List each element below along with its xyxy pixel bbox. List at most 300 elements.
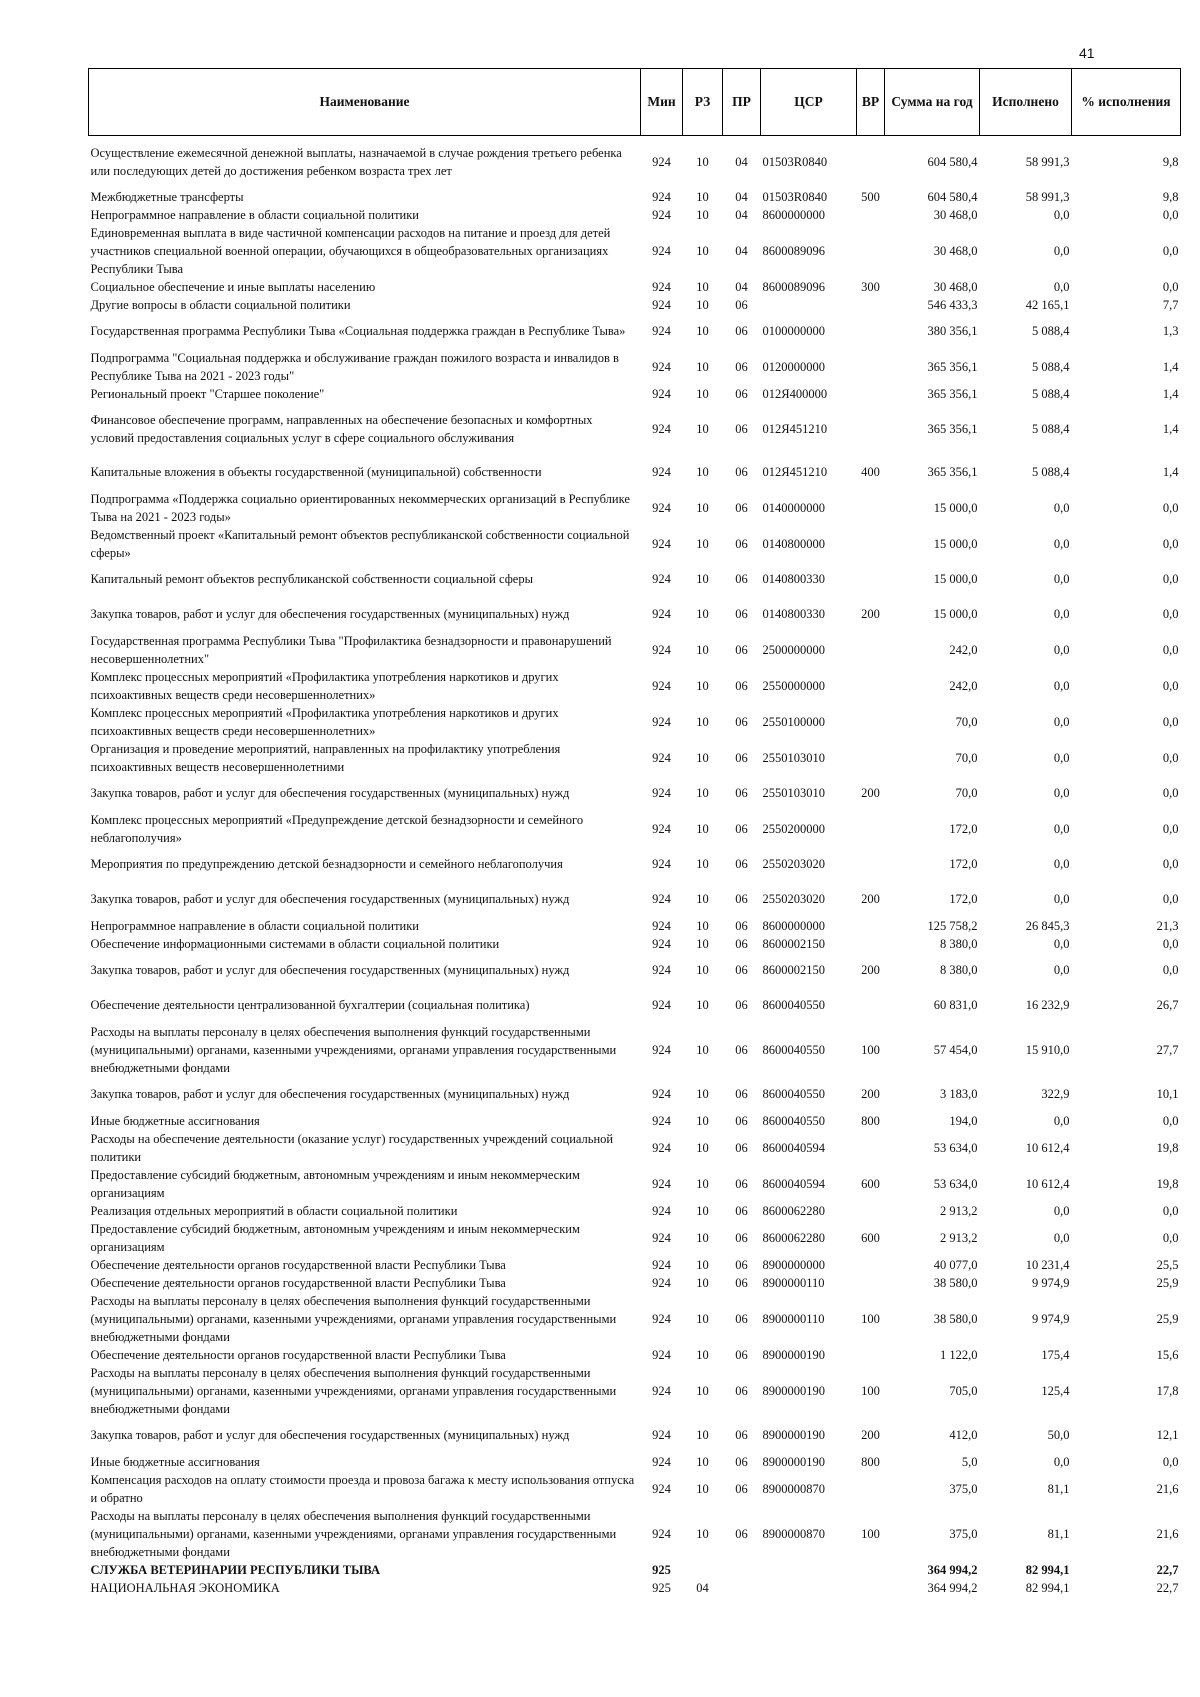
row-pct-cell: 26,7 xyxy=(1156,998,1179,1012)
row-rz-cell: 10 xyxy=(696,1113,709,1128)
table-row xyxy=(89,704,1181,740)
row-sum-cell: 15 000,0 xyxy=(933,500,978,515)
row-sum-cell: 3 183,0 xyxy=(940,1087,978,1101)
row-vr-cell xyxy=(857,349,885,385)
row-min-cell: 924 xyxy=(652,750,671,765)
row-pct-cell: 25,9 xyxy=(1156,1311,1179,1326)
row-pct-cell: 9,8 xyxy=(1162,154,1179,169)
row-vr-cell: 800 xyxy=(861,1113,880,1128)
row-vr-cell: 600 xyxy=(861,1176,880,1191)
row-pr-cell: 06 xyxy=(735,750,748,765)
table-row xyxy=(89,1507,1181,1561)
row-done-cell: 10 231,4 xyxy=(1025,1257,1070,1272)
table-row xyxy=(89,1112,1181,1130)
row-vr-cell xyxy=(857,811,885,847)
row-csr-cell: 8600000000 xyxy=(762,207,825,222)
row-done-cell: 42 165,1 xyxy=(1025,297,1070,312)
row-rz-cell: 10 xyxy=(696,154,709,169)
row-done-cell: 0,0 xyxy=(1053,678,1070,693)
row-rz-cell: 10 xyxy=(696,386,709,401)
row-pr-cell: 06 xyxy=(735,1526,748,1541)
row-done-cell: 0,0 xyxy=(1053,1454,1070,1469)
row-csr-cell: 01503R0840 xyxy=(762,189,828,204)
row-pr-cell xyxy=(723,1561,761,1579)
row-min-cell: 924 xyxy=(652,1230,671,1245)
row-min-cell: 924 xyxy=(652,536,671,551)
row-pr-cell: 06 xyxy=(735,359,748,374)
header-name: Наименование xyxy=(89,69,641,136)
row-rz-cell: 10 xyxy=(696,642,709,657)
table-row xyxy=(89,1346,1181,1364)
row-name-cell: Обеспечение информационными системами в области социальной политики xyxy=(90,936,500,951)
table-row xyxy=(89,988,1181,1023)
row-vr-cell xyxy=(857,403,885,455)
row-name-cell: Закупка товаров, работ и услуг для обеспечения государственных (муниципальных) нужд xyxy=(90,1087,570,1101)
table-row xyxy=(89,314,1181,349)
row-name-cell: Реализация отдельных мероприятий в области социальной политики xyxy=(90,1203,458,1218)
row-done-cell: 0,0 xyxy=(1053,786,1070,800)
row-pct-cell: 1,4 xyxy=(1162,421,1179,436)
table-header-row xyxy=(89,69,1181,136)
row-name-cell: Комплекс процессных мероприятий «Профилактика употребления наркотиков и других психоактивных веществ среди несовершеннолетних» xyxy=(90,705,559,738)
row-pr-cell: 06 xyxy=(735,536,748,551)
row-min-cell: 924 xyxy=(652,1526,671,1541)
row-sum-cell: 15 000,0 xyxy=(933,572,978,586)
row-done-cell: 5 088,4 xyxy=(1032,465,1070,479)
row-pr-cell: 04 xyxy=(735,279,748,294)
row-vr-cell: 100 xyxy=(861,1383,880,1398)
row-min-cell: 925 xyxy=(652,1562,671,1577)
row-rz-cell: 10 xyxy=(696,1275,709,1290)
row-done-cell: 322,9 xyxy=(1041,1087,1070,1101)
row-csr-cell: 8600040550 xyxy=(762,998,825,1012)
row-min-cell: 925 xyxy=(652,1580,671,1595)
row-sum-cell: 365 356,1 xyxy=(927,465,978,479)
row-rz-cell: 10 xyxy=(696,189,709,204)
row-csr-cell: 8900000190 xyxy=(762,1454,825,1469)
row-vr-cell xyxy=(857,314,885,349)
row-pct-cell: 22,7 xyxy=(1156,1580,1179,1595)
row-csr-cell: 8900000190 xyxy=(762,1428,825,1442)
row-min-cell: 924 xyxy=(652,1113,671,1128)
row-vr-cell: 500 xyxy=(861,189,880,204)
row-pct-cell: 0,0 xyxy=(1162,500,1179,515)
row-pr-cell: 06 xyxy=(735,1481,748,1496)
row-sum-cell: 125 758,2 xyxy=(927,918,978,933)
row-rz-cell: 10 xyxy=(696,324,709,338)
row-done-cell: 0,0 xyxy=(1053,243,1070,258)
row-pr-cell: 06 xyxy=(735,918,748,933)
row-pr-cell xyxy=(723,1579,761,1597)
row-rz-cell: 10 xyxy=(696,1087,709,1101)
row-pct-cell: 0,0 xyxy=(1162,750,1179,765)
table-row xyxy=(89,1292,1181,1346)
row-sum-cell: 38 580,0 xyxy=(933,1311,978,1326)
row-rz-cell: 10 xyxy=(696,750,709,765)
row-min-cell: 924 xyxy=(652,386,671,401)
row-vr-cell xyxy=(857,385,885,403)
row-rz-cell xyxy=(683,1561,723,1579)
row-pr-cell: 06 xyxy=(735,714,748,729)
row-pr-cell: 06 xyxy=(735,324,748,338)
row-rz-cell: 10 xyxy=(696,998,709,1012)
row-rz-cell: 10 xyxy=(696,1230,709,1245)
table-row xyxy=(89,1471,1181,1507)
row-min-cell: 924 xyxy=(652,786,671,800)
row-csr-cell: 8900000190 xyxy=(762,1347,825,1362)
row-rz-cell: 10 xyxy=(696,1526,709,1541)
row-sum-cell: 8 380,0 xyxy=(940,963,978,977)
table-row xyxy=(89,385,1181,403)
row-vr-cell: 200 xyxy=(861,607,880,621)
row-name-cell: Единовременная выплата в виде частичной компенсации расходов на питание и проезд для детей участников специальной военной операции, обучающихся в общеобразовательных организациях Республики Тыва xyxy=(90,225,611,276)
row-name-cell: Ведомственный проект «Капитальный ремонт объектов республиканской собственности социальной сферы» xyxy=(90,527,630,560)
row-sum-cell: 1 122,0 xyxy=(940,1347,978,1362)
table-row xyxy=(89,1077,1181,1112)
row-rz-cell: 10 xyxy=(696,536,709,551)
row-vr-cell xyxy=(857,490,885,526)
row-rz-cell: 10 xyxy=(696,857,709,871)
row-name-cell: Государственная программа Республики Тыва "Профилактика безнадзорности и правонарушений несовершеннолетних" xyxy=(90,633,612,666)
row-done-cell: 26 845,3 xyxy=(1025,918,1070,933)
row-pr-cell: 06 xyxy=(735,1087,748,1101)
row-sum-cell: 30 468,0 xyxy=(933,207,978,222)
row-sum-cell: 53 634,0 xyxy=(933,1176,978,1191)
row-csr-cell: 8900000000 xyxy=(762,1257,825,1272)
row-pr-cell: 06 xyxy=(735,386,748,401)
row-pr-cell: 06 xyxy=(735,1230,748,1245)
row-min-cell: 924 xyxy=(652,359,671,374)
row-done-cell: 0,0 xyxy=(1053,1230,1070,1245)
row-rz-cell: 10 xyxy=(696,936,709,951)
row-done-cell: 50,0 xyxy=(1047,1428,1070,1442)
row-pct-cell: 22,7 xyxy=(1156,1562,1179,1577)
row-vr-cell: 300 xyxy=(861,279,880,294)
row-pct-cell: 0,0 xyxy=(1162,857,1179,871)
row-sum-cell: 604 580,4 xyxy=(927,189,978,204)
row-pct-cell: 0,0 xyxy=(1162,279,1179,294)
table-row xyxy=(89,278,1181,296)
table-row xyxy=(89,296,1181,314)
row-sum-cell: 15 000,0 xyxy=(933,536,978,551)
row-rz-cell: 10 xyxy=(696,297,709,312)
row-rz-cell: 10 xyxy=(696,963,709,977)
header-pct: % исполнения xyxy=(1072,69,1181,136)
row-sum-cell: 365 356,1 xyxy=(927,421,978,436)
row-rz-cell: 10 xyxy=(696,1428,709,1442)
row-rz-cell: 10 xyxy=(696,421,709,436)
row-pct-cell: 7,7 xyxy=(1162,297,1179,312)
row-name-cell: Капитальный ремонт объектов республиканской собственности социальной сферы xyxy=(90,572,533,586)
row-pct-cell: 15,6 xyxy=(1156,1347,1179,1362)
row-pr-cell: 06 xyxy=(735,1140,748,1155)
table-row xyxy=(89,1579,1181,1597)
row-csr-cell: 0100000000 xyxy=(762,324,825,338)
row-sum-cell: 2 913,2 xyxy=(940,1230,978,1245)
row-pct-cell: 12,1 xyxy=(1156,1428,1179,1442)
row-pct-cell: 25,5 xyxy=(1156,1257,1179,1272)
row-name-cell: Расходы на выплаты персоналу в целях обеспечения выполнения функций государственными (муниципальными) органами, казенными учреждениями, органами управления государственными внебюджетными фондами xyxy=(90,1293,617,1344)
row-pct-cell: 17,8 xyxy=(1156,1383,1179,1398)
row-done-cell: 125,4 xyxy=(1041,1383,1070,1398)
row-min-cell: 924 xyxy=(652,1140,671,1155)
row-csr-cell xyxy=(761,1561,857,1579)
row-sum-cell: 546 433,3 xyxy=(927,297,978,312)
row-name-cell: Расходы на выплаты персоналу в целях обеспечения выполнения функций государственными (муниципальными) органами, казенными учреждениями, органами управления государственными внебюджетными фондами xyxy=(90,1365,617,1416)
row-pr-cell: 06 xyxy=(735,892,748,906)
row-csr-cell: 2550103010 xyxy=(762,786,825,800)
row-sum-cell: 57 454,0 xyxy=(933,1042,978,1057)
row-pct-cell: 19,8 xyxy=(1156,1176,1179,1191)
row-vr-cell xyxy=(857,740,885,776)
row-rz-cell: 10 xyxy=(696,1176,709,1191)
row-pct-cell: 0,0 xyxy=(1162,207,1179,222)
row-pct-cell: 0,0 xyxy=(1162,714,1179,729)
row-min-cell: 924 xyxy=(652,1257,671,1272)
row-rz-cell: 10 xyxy=(696,243,709,258)
row-name-cell: Финансовое обеспечение программ, направленных на обеспечение безопасных и комфортных условий предоставления социальных услуг в сфере социального обслуживания xyxy=(90,412,593,445)
row-sum-cell: 53 634,0 xyxy=(933,1140,978,1155)
row-pct-cell: 27,7 xyxy=(1156,1042,1179,1057)
row-csr-cell: 2550000000 xyxy=(762,678,825,693)
row-csr-cell: 2500000000 xyxy=(762,642,825,657)
table-row xyxy=(89,1202,1181,1220)
row-pr-cell: 06 xyxy=(735,500,748,515)
row-pr-cell: 06 xyxy=(735,607,748,621)
row-name-cell: Социальное обеспечение и иные выплаты населению xyxy=(90,279,376,294)
row-min-cell: 924 xyxy=(652,421,671,436)
row-csr-cell: 8900000110 xyxy=(762,1311,825,1326)
row-vr-cell xyxy=(857,1346,885,1364)
row-done-cell: 5 088,4 xyxy=(1032,324,1070,338)
row-pr-cell: 06 xyxy=(735,857,748,871)
row-done-cell: 81,1 xyxy=(1047,1481,1070,1496)
row-done-cell: 0,0 xyxy=(1053,1113,1070,1128)
row-vr-cell xyxy=(857,1130,885,1166)
row-pct-cell: 1,4 xyxy=(1162,359,1179,374)
header-rz: РЗ xyxy=(683,69,723,136)
row-vr-cell: 200 xyxy=(861,1428,880,1442)
row-pr-cell: 06 xyxy=(735,1275,748,1290)
row-pct-cell: 0,0 xyxy=(1162,1454,1179,1469)
row-done-cell: 5 088,4 xyxy=(1032,421,1070,436)
row-csr-cell: 0140800000 xyxy=(762,536,825,551)
row-min-cell: 924 xyxy=(652,678,671,693)
row-rz-cell: 10 xyxy=(696,892,709,906)
row-pr-cell: 04 xyxy=(735,189,748,204)
row-csr-cell: 8600000000 xyxy=(762,918,825,933)
row-min-cell: 924 xyxy=(652,1042,671,1057)
row-rz-cell: 04 xyxy=(696,1580,709,1595)
row-name-cell: Непрограммное направление в области социальной политики xyxy=(90,918,419,933)
row-done-cell: 0,0 xyxy=(1053,963,1070,977)
row-min-cell: 924 xyxy=(652,500,671,515)
row-min-cell: 924 xyxy=(652,324,671,338)
table-row xyxy=(89,224,1181,278)
row-name-cell: Государственная программа Республики Тыва «Социальная поддержка граждан в Республике Тыва» xyxy=(90,324,626,338)
row-pr-cell: 06 xyxy=(735,1257,748,1272)
row-csr-cell: 8600062280 xyxy=(762,1230,825,1245)
row-vr-cell: 200 xyxy=(861,963,880,977)
row-name-cell: Подпрограмма "Социальная поддержка и обслуживание граждан пожилого возраста и инвалидов в Республике Тыва на 2021 - 2023 годы" xyxy=(90,350,619,383)
header-min: Мин xyxy=(641,69,683,136)
row-sum-cell: 38 580,0 xyxy=(933,1275,978,1290)
row-name-cell: Компенсация расходов на оплату стоимости проезда и провоза багажа к месту использования отпуска и обратно xyxy=(90,1472,635,1505)
row-rz-cell: 10 xyxy=(696,678,709,693)
row-vr-cell: 200 xyxy=(861,892,880,906)
row-min-cell: 924 xyxy=(652,1428,671,1442)
row-csr-cell: 8900000870 xyxy=(762,1481,825,1496)
row-done-cell: 175,4 xyxy=(1041,1347,1070,1362)
row-csr-cell: 2550203020 xyxy=(762,857,825,871)
table-row xyxy=(89,953,1181,988)
table-row xyxy=(89,1453,1181,1471)
row-sum-cell: 40 077,0 xyxy=(933,1257,978,1272)
table-row xyxy=(89,776,1181,811)
row-rz-cell: 10 xyxy=(696,918,709,933)
table-row xyxy=(89,455,1181,490)
table-row xyxy=(89,668,1181,704)
header-done: Исполнено xyxy=(980,69,1072,136)
row-csr-cell: 8600089096 xyxy=(762,279,825,294)
table-row xyxy=(89,632,1181,668)
row-min-cell: 924 xyxy=(652,607,671,621)
row-pr-cell: 06 xyxy=(735,1042,748,1057)
row-pct-cell: 0,0 xyxy=(1162,821,1179,836)
table-row xyxy=(89,188,1181,206)
row-csr-cell: 8600040594 xyxy=(762,1176,825,1191)
row-csr-cell: 8600040550 xyxy=(762,1113,825,1128)
row-name-cell: Обеспечение деятельности органов государственной власти Республики Тыва xyxy=(90,1257,506,1272)
row-csr-cell: 8600089096 xyxy=(762,243,825,258)
row-pr-cell: 06 xyxy=(735,465,748,479)
row-name-cell: Закупка товаров, работ и услуг для обеспечения государственных (муниципальных) нужд xyxy=(90,786,570,800)
row-sum-cell: 375,0 xyxy=(949,1526,978,1541)
table-row xyxy=(89,1023,1181,1077)
row-rz-cell: 10 xyxy=(696,786,709,800)
table-row xyxy=(89,935,1181,953)
row-rz-cell: 10 xyxy=(696,207,709,222)
row-vr-cell xyxy=(857,704,885,740)
row-vr-cell: 200 xyxy=(861,786,880,800)
row-min-cell: 924 xyxy=(652,1203,671,1218)
row-pct-cell: 0,0 xyxy=(1162,786,1179,800)
row-done-cell: 0,0 xyxy=(1053,892,1070,906)
table-row xyxy=(89,1561,1181,1579)
header-vr: ВР xyxy=(857,69,885,136)
row-csr-cell xyxy=(761,296,857,314)
table-row xyxy=(89,206,1181,224)
row-csr-cell: 0140800330 xyxy=(762,607,825,621)
row-rz-cell: 10 xyxy=(696,1257,709,1272)
row-sum-cell: 172,0 xyxy=(949,892,978,906)
row-sum-cell: 365 356,1 xyxy=(927,359,978,374)
row-sum-cell: 172,0 xyxy=(949,821,978,836)
row-vr-cell xyxy=(857,206,885,224)
row-name-cell: Расходы на выплаты персоналу в целях обеспечения выполнения функций государственными (муниципальными) органами, казенными учреждениями, органами управления государственными внебюджетными фондами xyxy=(90,1508,617,1559)
row-done-cell: 0,0 xyxy=(1053,607,1070,621)
row-sum-cell: 375,0 xyxy=(949,1481,978,1496)
row-name-cell: НАЦИОНАЛЬНАЯ ЭКОНОМИКА xyxy=(90,1580,280,1595)
row-csr-cell xyxy=(761,1579,857,1597)
table-row xyxy=(89,1130,1181,1166)
row-pr-cell: 06 xyxy=(735,786,748,800)
row-done-cell: 9 974,9 xyxy=(1032,1311,1070,1326)
row-name-cell: Закупка товаров, работ и услуг для обеспечения государственных (муниципальных) нужд xyxy=(90,892,570,906)
row-vr-cell: 100 xyxy=(861,1042,880,1057)
row-vr-cell xyxy=(857,847,885,882)
row-rz-cell: 10 xyxy=(696,500,709,515)
table-row xyxy=(89,1418,1181,1453)
row-done-cell: 0,0 xyxy=(1053,750,1070,765)
row-min-cell: 924 xyxy=(652,918,671,933)
row-name-cell: Предоставление субсидий бюджетным, автономным учреждениям и иным некоммерческим организациям xyxy=(90,1221,580,1254)
row-pct-cell: 21,6 xyxy=(1156,1481,1179,1496)
row-name-cell: Другие вопросы в области социальной политики xyxy=(90,297,351,312)
row-name-cell: Иные бюджетные ассигнования xyxy=(90,1454,260,1469)
row-pct-cell: 0,0 xyxy=(1162,892,1179,906)
row-csr-cell: 012Я451210 xyxy=(762,465,828,479)
table-row xyxy=(89,882,1181,917)
header-csr: ЦСР xyxy=(761,69,857,136)
row-done-cell: 0,0 xyxy=(1053,536,1070,551)
table-row xyxy=(89,1364,1181,1418)
row-name-cell: Региональный проект "Старшее поколение" xyxy=(90,386,325,401)
row-sum-cell: 30 468,0 xyxy=(933,279,978,294)
row-sum-cell: 604 580,4 xyxy=(927,154,978,169)
row-rz-cell: 10 xyxy=(696,1311,709,1326)
row-sum-cell: 60 831,0 xyxy=(933,998,978,1012)
row-vr-cell xyxy=(857,668,885,704)
row-min-cell: 924 xyxy=(652,714,671,729)
table-row xyxy=(89,349,1181,385)
row-name-cell: Комплекс процессных мероприятий «Профилактика употребления наркотиков и других психоактивных веществ среди несовершеннолетних» xyxy=(90,669,559,702)
row-name-cell: Иные бюджетные ассигнования xyxy=(90,1113,260,1128)
row-name-cell: Капитальные вложения в объекты государственной (муниципальной) собственности xyxy=(90,465,542,479)
row-vr-cell: 100 xyxy=(861,1311,880,1326)
row-sum-cell: 70,0 xyxy=(955,714,978,729)
row-sum-cell: 172,0 xyxy=(949,857,978,871)
row-name-cell: Комплекс процессных мероприятий «Предупреждение детской безнадзорности и семейного неблагополучия» xyxy=(90,812,584,845)
row-pr-cell: 06 xyxy=(735,1383,748,1398)
row-vr-cell xyxy=(857,136,885,188)
row-name-cell: Закупка товаров, работ и услуг для обеспечения государственных (муниципальных) нужд xyxy=(90,963,570,977)
row-csr-cell: 01503R0840 xyxy=(762,154,828,169)
row-done-cell: 82 994,1 xyxy=(1025,1562,1070,1577)
row-pr-cell: 06 xyxy=(735,421,748,436)
row-done-cell: 0,0 xyxy=(1053,500,1070,515)
row-rz-cell: 10 xyxy=(696,1140,709,1155)
row-vr-cell: 200 xyxy=(861,1087,880,1101)
row-pct-cell: 1,3 xyxy=(1162,324,1179,338)
row-done-cell: 82 994,1 xyxy=(1025,1580,1070,1595)
row-pr-cell: 06 xyxy=(735,572,748,586)
row-sum-cell: 365 356,1 xyxy=(927,386,978,401)
row-done-cell: 0,0 xyxy=(1053,572,1070,586)
row-min-cell: 924 xyxy=(652,189,671,204)
row-name-cell: Закупка товаров, работ и услуг для обеспечения государственных (муниципальных) нужд xyxy=(90,607,570,621)
row-pct-cell: 0,0 xyxy=(1162,936,1179,951)
row-min-cell: 924 xyxy=(652,572,671,586)
row-vr-cell xyxy=(857,935,885,953)
row-name-cell: Расходы на выплаты персоналу в целях обеспечения выполнения функций государственными (муниципальными) органами, казенными учреждениями, органами управления государственными внебюджетными фондами xyxy=(90,1024,617,1075)
table-row xyxy=(89,403,1181,455)
row-min-cell: 924 xyxy=(652,1176,671,1191)
row-name-cell: Организация и проведение мероприятий, направленных на профилактику употребления психоактивных веществ несовершеннолетними xyxy=(90,741,561,774)
row-min-cell: 924 xyxy=(652,1087,671,1101)
row-min-cell: 924 xyxy=(652,963,671,977)
row-done-cell: 0,0 xyxy=(1053,642,1070,657)
